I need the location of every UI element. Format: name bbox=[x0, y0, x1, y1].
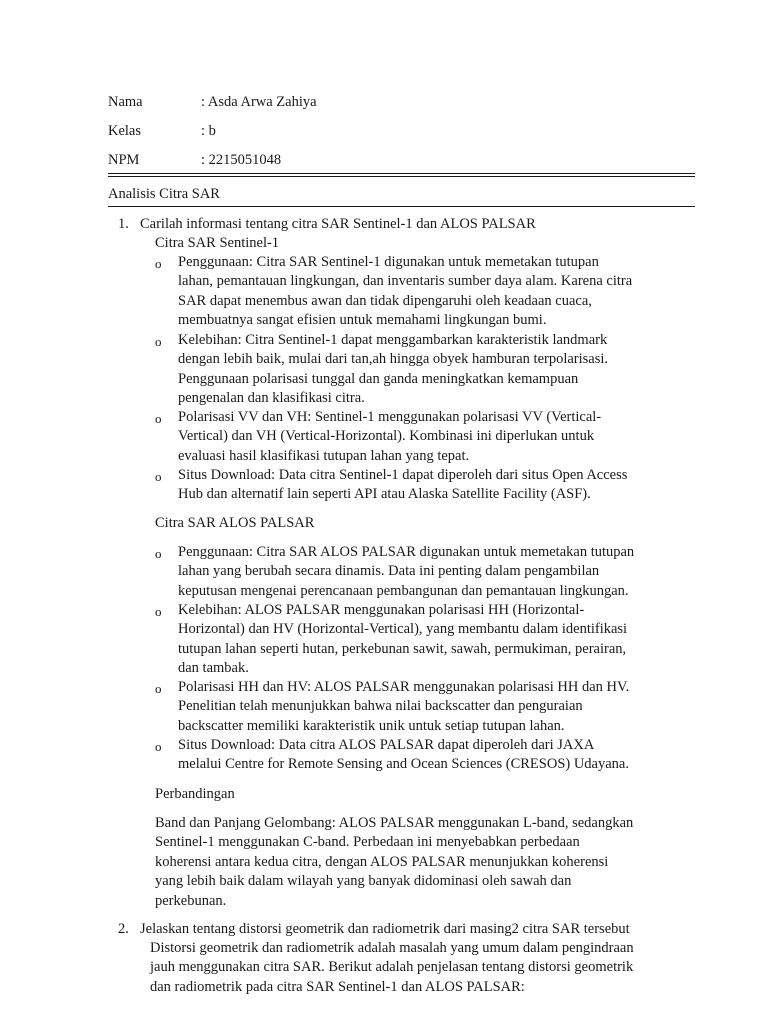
bullet-line: dan tambak. bbox=[178, 660, 249, 677]
bullet-line: Penelitian telah menunjukkan bahwa nilai backscatter dan penguraian bbox=[178, 698, 583, 715]
bullet-marker: o bbox=[155, 469, 162, 484]
bullet-line: Vertical) dan VH (Vertical-Horizontal). Kombinasi ini diperlukan untuk bbox=[178, 428, 595, 445]
sentinel-bullet-advantage bbox=[178, 331, 608, 409]
class-label: Kelas bbox=[108, 123, 142, 139]
alos-bullet-usage bbox=[178, 543, 634, 601]
name-value: : Asda Arwa Zahiya bbox=[201, 94, 317, 110]
bullet-line: Horizontal) dan HV (Horizontal-Vertical), yang membantu dalam identifikasi bbox=[178, 621, 628, 638]
bullet-line: melalui Centre for Remote Sensing and Ocean Sciences (CRESOS) Udayana. bbox=[178, 756, 629, 773]
bullet-line: Penggunaan: Citra SAR Sentinel-1 digunakan untuk memetakan tutupan bbox=[178, 254, 599, 270]
q2-paragraph bbox=[150, 939, 634, 997]
paragraph-line: yang lebih baik dalam wilayah yang banyak didominasi oleh sawah dan bbox=[155, 873, 572, 890]
bullet-marker: o bbox=[155, 604, 162, 619]
bullet-line: Penggunaan polarisasi tunggal dan ganda meningkatkan kemampuan bbox=[178, 370, 579, 387]
paragraph-line: Band dan Panjang Gelombang: ALOS PALSAR menggunakan L-band, sedangkan bbox=[155, 815, 634, 831]
comparison-paragraph bbox=[155, 814, 633, 911]
alos-bullet-advantage bbox=[178, 601, 627, 679]
section-divider bbox=[108, 206, 695, 207]
sentinel-title: Citra SAR Sentinel-1 bbox=[155, 235, 280, 251]
q1-question: Carilah informasi tentang citra SAR Sentinel-1 dan ALOS PALSAR bbox=[140, 216, 536, 232]
q2-question: Jelaskan tentang distorsi geometrik dan radiometrik dari masing2 citra SAR tersebut bbox=[140, 921, 630, 937]
bullet-line: backscatter memiliki karakteristik unik untuk setiap tutupan lahan. bbox=[178, 717, 565, 734]
section-title: Analisis Citra SAR bbox=[108, 186, 220, 202]
bullet-line: Situs Download: Data citra ALOS PALSAR dapat diperoleh dari JAXA bbox=[178, 737, 595, 753]
paragraph-line: Distorsi geometrik dan radiometrik adalah masalah yang umum dalam pengindraan bbox=[150, 940, 634, 956]
bullet-marker: o bbox=[155, 546, 162, 561]
comparison-title: Perbandingan bbox=[155, 786, 235, 802]
name-label: Nama bbox=[108, 94, 143, 110]
paragraph-line: dan radiometrik pada citra SAR Sentinel-1 dan ALOS PALSAR: bbox=[150, 978, 525, 995]
bullet-marker: o bbox=[155, 334, 162, 349]
bullet-line: dengan lebih baik, mulai dari tan,ah hingga obyek hamburan terpolarisasi. bbox=[178, 351, 609, 368]
bullet-line: Situs Download: Data citra Sentinel-1 dapat diperoleh dari situs Open Access bbox=[178, 467, 628, 483]
bullet-line: Penggunaan: Citra SAR ALOS PALSAR digunakan untuk memetakan tutupan bbox=[178, 544, 635, 560]
paragraph-line: perkebunan. bbox=[155, 892, 227, 909]
bullet-line: pengenalan dan klasifikasi citra. bbox=[178, 390, 365, 407]
npm-value: : 2215051048 bbox=[201, 152, 282, 168]
sentinel-bullet-download bbox=[178, 466, 627, 505]
bullet-line: lahan yang berubah secara dinamis. Data ini penting dalam pengambilan bbox=[178, 563, 600, 580]
bullet-line: Hub dan alternatif lain seperti API atau Alaska Satellite Facility (ASF). bbox=[178, 486, 591, 503]
bullet-line: lahan, pemantauan lingkungan, dan inventaris sumber daya alam. Karena citra bbox=[178, 273, 633, 290]
bullet-line: tutupan lahan seperti hutan, perkebunan sawit, sawah, permukiman, perairan, bbox=[178, 640, 627, 657]
paragraph-line: Sentinel-1 menggunakan C-band. Perbedaan ini menyebabkan perbedaan bbox=[155, 834, 580, 851]
bullet-line: evaluasi hasil klasifikasi tutupan lahan yang tepat. bbox=[178, 447, 470, 464]
bullet-line: Polarisasi VV dan VH: Sentinel-1 menggunakan polarisasi VV (Vertical- bbox=[178, 409, 602, 425]
bullet-line: Kelebihan: Citra Sentinel-1 dapat menggambarkan karakteristik landmark bbox=[178, 332, 608, 348]
sentinel-bullet-usage bbox=[178, 253, 632, 331]
bullet-marker: o bbox=[155, 411, 162, 426]
npm-label: NPM bbox=[108, 152, 140, 168]
sentinel-bullet-polarization bbox=[178, 408, 601, 466]
alos-bullet-polarization bbox=[178, 678, 629, 736]
bullet-line: Polarisasi HH dan HV: ALOS PALSAR menggunakan polarisasi HH dan HV. bbox=[178, 679, 630, 695]
header-divider-bottom bbox=[108, 176, 695, 177]
bullet-line: SAR dapat menembus awan dan tidak dipengaruhi oleh keadaan cuaca, bbox=[178, 292, 592, 309]
header-divider-top bbox=[108, 173, 695, 174]
alos-bullet-download bbox=[178, 736, 629, 775]
q1-number: 1. bbox=[118, 216, 129, 232]
bullet-marker: o bbox=[155, 681, 162, 696]
q2-number: 2. bbox=[118, 921, 129, 937]
alos-title: Citra SAR ALOS PALSAR bbox=[155, 515, 315, 531]
class-value: : b bbox=[201, 123, 216, 139]
bullet-line: membuatnya sangat efisien untuk memahami lingkungan bumi. bbox=[178, 312, 547, 329]
paragraph-line: jauh menggunakan citra SAR. Berikut adalah penjelasan tentang distorsi geometrik bbox=[150, 959, 634, 976]
bullet-marker: o bbox=[155, 256, 162, 271]
bullet-line: keputusan mengenai perencanaan pembangunan dan pemantauan lingkungan. bbox=[178, 582, 629, 599]
bullet-marker: o bbox=[155, 739, 162, 754]
bullet-line: Kelebihan: ALOS PALSAR menggunakan polarisasi HH (Horizontal- bbox=[178, 602, 585, 618]
paragraph-line: koherensi antara kedua citra, dengan ALOS PALSAR menunjukkan koherensi bbox=[155, 853, 609, 870]
